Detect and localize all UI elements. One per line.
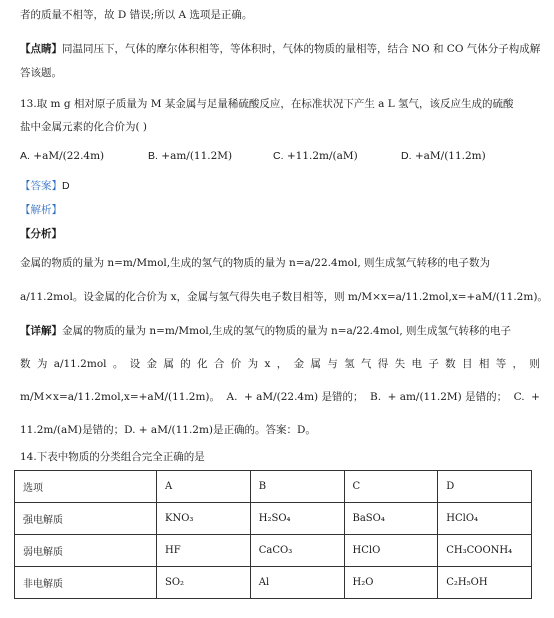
justified-word: m/M×x=a/11.2mol,x=+aM/(11.2m)。 — [20, 391, 221, 403]
fenxi-tag: 【分析】 — [20, 228, 62, 240]
table-cell: BaSO₄ — [344, 503, 438, 535]
note-text-1: 同温同压下，气体的摩尔体积相等，等体积时，气体的物质的量相等，结合 NO 和 CO 气体分子构成解 — [62, 43, 541, 55]
justified-word: ， — [512, 358, 524, 370]
answer-value: D — [62, 180, 70, 192]
table-row-label: 非电解质 — [15, 567, 157, 599]
justified-word: 属 — [163, 358, 174, 370]
table-header-row — [15, 471, 532, 503]
justified-word: 目 — [462, 358, 473, 370]
justified-word: 金 — [293, 358, 305, 370]
justified-word: 化 — [197, 358, 208, 370]
table-row-label: 强电解质 — [15, 503, 157, 535]
justified-word: A. — [226, 391, 238, 403]
table-row-label: 弱电解质 — [15, 535, 157, 567]
justified-word: 价 — [230, 358, 242, 370]
table-cell: CH₃COONH₄ — [438, 535, 532, 567]
q13-stem-line-2: 盐中金属元素的化合价为( ) — [20, 121, 148, 133]
justified-word: 为 — [247, 358, 259, 370]
justified-word: C. — [513, 391, 525, 403]
note-line-1 — [20, 42, 540, 56]
detail-line-4: 11.2m/(aM)是错的；D. + aM/(11.2m)是正确的。答案：D。 — [20, 424, 316, 436]
justified-word: 。 — [112, 358, 124, 370]
justified-word: B. — [370, 391, 382, 403]
justified-word: 则 — [529, 358, 540, 370]
justified-word: + am/(11.2M) 是错的； — [387, 391, 508, 403]
justified-word: a/11.2mol — [53, 358, 107, 370]
previous-answer-text: 者的质量不相等，故 D 错误;所以 A 选项是正确。 — [20, 9, 253, 21]
note-tag: 【点睛】 — [20, 43, 62, 55]
table-header-cell: 选项 — [15, 471, 157, 503]
justified-word: 与 — [327, 358, 338, 370]
justified-word: 相 — [478, 358, 490, 370]
table-header-cell: D — [438, 471, 532, 503]
table-cell: Al — [250, 567, 344, 599]
table-header-cell: A — [157, 471, 251, 503]
justified-word: 属 — [310, 358, 321, 370]
justified-word: 得 — [377, 358, 389, 370]
table-header-cell: C — [344, 471, 438, 503]
justified-word: 为 — [36, 358, 48, 370]
table-cell: KNO₃ — [157, 503, 251, 535]
table-cell: HClO — [344, 535, 438, 567]
table-header-cell: B — [250, 471, 344, 503]
table-cell: CaCO₃ — [250, 535, 344, 567]
justified-word: 设 — [129, 358, 141, 370]
justified-word: 合 — [213, 358, 225, 370]
justified-word: 等 — [495, 358, 507, 370]
q13-option-a: A. +aM/(22.4m) — [20, 150, 105, 162]
table-row — [15, 503, 532, 535]
justified-word: 的 — [180, 358, 191, 370]
q13-option-c: C. +11.2m/(aM) — [273, 150, 358, 162]
q13-option-d: D. +aM/(11.2m) — [401, 150, 486, 162]
fenxi-line-1: 金属的物质的量为 n=m/Mmol,生成的氢气的物质的量为 n=a/22.4mol, 则生成氢气转移的电子数为 — [20, 257, 491, 269]
justified-word: 失 — [394, 358, 406, 370]
justified-word: + aM/(22.4m) 是错的； — [243, 391, 364, 403]
note-line-2: 答该题。 — [20, 67, 62, 79]
classification-table — [14, 470, 532, 599]
detail-line-2 — [20, 357, 540, 371]
justified-word: ， — [276, 358, 288, 370]
q13-option-b: B. +am/(11.2M) — [148, 150, 233, 162]
table-cell: H₂O — [344, 567, 438, 599]
analysis-tag: 【解析】 — [20, 204, 62, 216]
justified-word: 电 — [411, 358, 422, 370]
detail-tag: 【详解】 — [20, 325, 62, 337]
justified-word: x — [264, 358, 271, 370]
justified-word: 数 — [20, 358, 31, 370]
answer-tag: 【答案】 — [20, 180, 62, 192]
q14-title: 14.下表中物质的分类组合完全正确的是 — [20, 451, 205, 463]
answer-line — [20, 179, 540, 193]
table-cell: C₂H₅OH — [438, 567, 532, 599]
justified-word: 子 — [428, 358, 439, 370]
detail-line-3 — [20, 390, 540, 404]
justified-word: 气 — [360, 358, 372, 370]
q13-stem-line-1: 13.取 m g 相对原子质量为 M 某金属与足量稀硫酸反应，在标准状况下产生 a L 氢气，该反应生成的硫酸 — [20, 98, 514, 110]
table-cell: SO₂ — [157, 567, 251, 599]
justified-word: 金 — [146, 358, 158, 370]
justified-word: 氢 — [344, 358, 355, 370]
table-row — [15, 567, 532, 599]
fenxi-line-2: a/11.2mol。设金属的化合价为 x，金属与氢气得失电子数目相等，则 m/M×x=a/11.2mol,x=+aM/(11.2m)。 — [20, 291, 548, 303]
table-row — [15, 535, 532, 567]
table-cell: H₂SO₄ — [250, 503, 344, 535]
justified-word: 数 — [445, 358, 456, 370]
detail-line-1 — [20, 324, 540, 338]
justified-word: + — [531, 391, 540, 403]
table-cell: HClO₄ — [438, 503, 532, 535]
table-cell: HF — [157, 535, 251, 567]
detail-text-1: 金属的物质的量为 n=m/Mmol,生成的氢气的物质的量为 n=a/22.4mol, 则生成氢气转移的电子 — [62, 325, 512, 337]
